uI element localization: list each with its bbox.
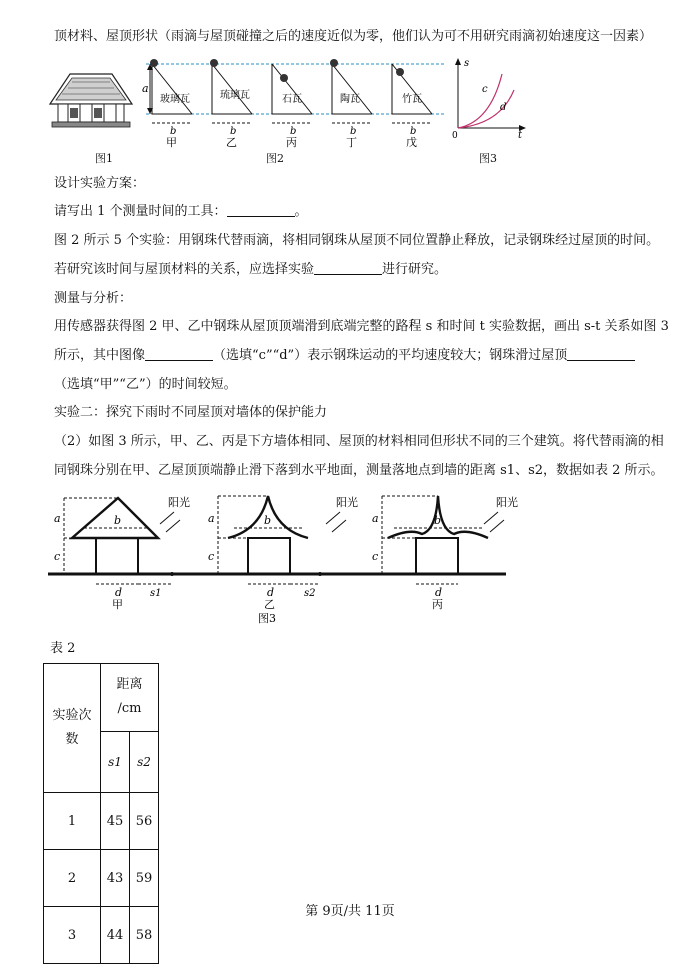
graph-y-axis-label: s [464,58,470,69]
table-row [44,793,159,850]
figure3-st-graph [448,56,530,140]
question2-line2: 同钢珠分别在甲、乙屋顶顶端静止滑下落到水平地面，测量落地点到墙的距离 s1、s2，数据如表 2 所示。 [54,463,664,478]
ramp-experiment-5 [392,64,432,149]
page-footer: 第 9页/共 11页 [305,904,395,919]
building-jia-a: a [54,512,61,525]
question-choose: （选填“甲”“乙”）的时间较短。 [54,377,237,392]
ramp-label-1: 甲 [166,136,177,149]
table2-s1-2: 43 [101,850,130,907]
graph-x-axis-label: t [518,130,523,140]
building-yi-sun-label: 阳光 [336,496,358,509]
question2-line1: （2）如图 3 所示，甲、乙、丙是下方墙体相同、屋顶的材料相同但形状不同的三个建筑。将代替雨滴的相 [54,434,664,449]
building-bing-a: a [372,512,379,525]
table2-s1-1: 45 [101,793,130,850]
building-yi-label: 乙 [264,598,275,611]
ramp-experiment-1 [150,59,192,149]
ramp-width-label-2: b [230,126,237,137]
table-row [44,850,159,907]
table2-s1-3: 44 [101,907,130,964]
building-jia-s1: s1 [150,588,162,599]
building-jia-sun-label: 阳光 [168,496,190,509]
building-bing [372,495,518,611]
ramp-label-2: 乙 [226,136,237,149]
ramp-width-label-5: b [410,126,417,137]
figure3-buildings-caption: 图3 [258,612,276,625]
building-yi-a: a [208,512,215,525]
answer-blank-roof[interactable] [567,348,635,361]
table2-trial-3: 3 [44,907,101,964]
ramp-material-4: 陶瓦 [340,94,360,105]
building-bing-c: c [372,550,379,563]
ramp-label-4: 丁 [346,136,357,149]
sensor-line: 用传感器获得图 2 甲、乙中钢珠从屋顶顶端滑到底端完整的路程 s 和时间 t 实验数据，画出 s-t 关系如图 3 [54,319,669,334]
building-yi [208,495,358,625]
table2-row-header: 实验次数 [44,664,101,793]
building-yi-s2: s2 [304,588,316,599]
building-jia-d: d [115,586,123,599]
question-material: 若研究该时间与屋顶材料的关系，应选择实验 进行研究。 [54,262,448,277]
ramp-material-2: 琉璃瓦 [220,90,250,101]
steel-ball-5 [396,68,404,76]
table2-s2-2: 59 [130,850,159,907]
ramp-width-label-1: b [170,126,177,137]
answer-blank-curve[interactable] [145,348,213,361]
building-yi-b: b [264,514,272,527]
ramp-width-label-3: b [290,126,297,137]
table2-col-s1: s1 [101,731,130,792]
answer-blank-tool[interactable] [227,204,295,217]
figure2-height-label: a [142,82,149,95]
steel-ball-4 [330,59,338,67]
ramp-width-label-4: b [350,126,357,137]
table2-s2-3: 58 [130,907,159,964]
table2-s2-1: 56 [130,793,159,850]
ramp-material-5: 竹瓦 [402,94,422,105]
table2-col-s2: s2 [130,731,159,792]
table2-col-header: 距离 /cm [101,664,159,732]
figure2-caption: 图2 [266,152,284,165]
question-tool: 请写出 1 个测量时间的工具： 。 [54,204,308,219]
ramp-label-5: 戊 [406,136,417,149]
ramp-material-3: 石瓦 [282,94,302,105]
figure3-graph-caption: 图3 [479,152,497,165]
steel-ball-2 [210,59,218,67]
graph-origin-label: 0 [452,131,458,140]
figure2-ramps [136,56,450,150]
ramp-experiment-4 [330,59,372,149]
figure1-caption: 图1 [95,152,113,165]
ramp-label-3: 丙 [286,136,297,149]
figure2-description: 图 2 所示 5 个实验：用钢珠代替雨滴，将相同钢珠从屋顶不同位置静止释放，记录钢珠经过屋顶的时间。 [54,233,660,248]
building-jia-label: 甲 [112,598,123,611]
building-bing-label: 丙 [432,598,443,611]
table2-trial-2: 2 [44,850,101,907]
graph-curve-d-label: d [500,102,507,113]
building-bing-b: b [434,514,442,527]
figure3-buildings [48,490,518,626]
building-yi-d: d [267,586,275,599]
design-heading: 设计实验方案： [54,176,146,191]
text-line-materials: 顶材料、屋顶形状（雨滴与屋顶碰撞之后的速度近似为零，他们认为可不用研究雨滴初始速度这一因素） [54,29,653,44]
answer-blank-experiment[interactable] [314,262,382,275]
graph-curve-c-label: c [482,84,488,95]
building-jia [54,495,190,611]
building-bing-sun-label: 阳光 [496,496,518,509]
graph-curve-c [458,74,502,128]
experiment2-heading: 实验二：探究下雨时不同屋顶对墙体的保护能力 [54,405,328,420]
question-speed: 所示，其中图像 （选填“c”“d”）表示钢珠运动的平均速度较大；钢珠滑过屋顶 [54,348,635,364]
building-jia-c: c [54,550,61,563]
table2-trial-1: 1 [44,793,101,850]
ramp-material-1: 玻璃瓦 [160,94,190,105]
figure1-house-drawing [48,64,134,130]
measure-heading: 测量与分析： [54,291,133,306]
building-yi-c: c [208,550,215,563]
steel-ball-1 [150,59,158,67]
steel-ball-3 [280,74,288,82]
building-jia-b: b [114,514,122,527]
table2-label: 表 2 [50,641,76,656]
ramp-experiment-3 [272,64,312,149]
building-bing-d: d [435,586,443,599]
ramp-experiment-2 [210,59,252,149]
